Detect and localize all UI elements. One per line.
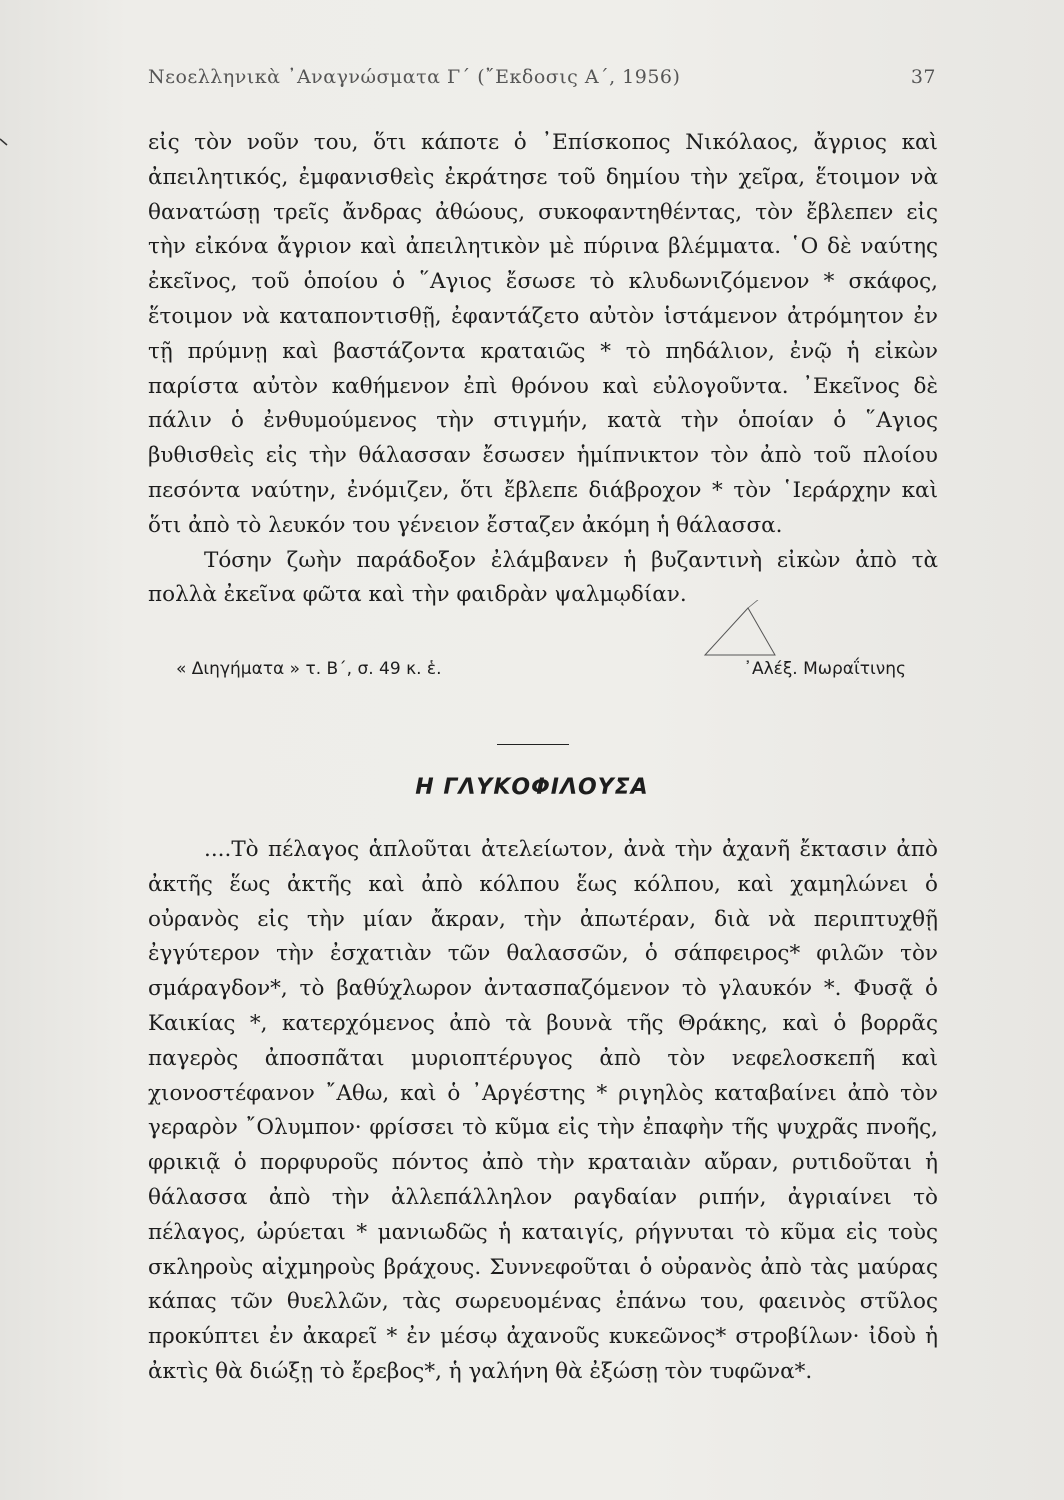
paragraph: ....Τὸ πέλαγος ἁπλοῦται ἀτελείωτον, ἀνὰ τὴν ἀχανῆ ἔκτασιν ἀπὸ ἀκτῆς ἕως ἀκτῆς καὶ ἀπὸ κόλπου ἕως κόλπου, καὶ χαμηλώνει ὁ οὐρανὸς εἰς τὴν μίαν ἄκραν, τὴν ἀπωτέραν, διὰ νὰ περιπτυχθῇ ἐγγύτερον τὴν ἐσχατιὰν τῶν θαλασσῶν, ὁ σάπφειρος* φιλῶν τὸν σμάραγδον*, τὸ βαθύχλωρον ἀντασπαζόμενον τὸ γλαυκόν *. Φυσᾷ ὁ Καικίας *, κατερχόμενος ἀπὸ τὰ βουνὰ τῆς Θράκης, καὶ ὁ βορρᾶς παγερὸς ἀποσπᾶται μυριοπτέρυγος ἀπὸ τὸν νεφελοσκεπῆ καὶ χιονοστέφανον ῎Αθω, καὶ ὁ ᾿Αργέστης * ριγηλὸς καταβαίνει ἀπὸ τὸν γεραρὸν ῎Ολυμπον· φρίσσει τὸ κῦμα εἰς τὴν ἐπαφὴν τῆς ψυχρᾶς πνοῆς, φρικιᾷ ὁ πορφυροῦς πόντος ἀπὸ τὴν κραταιὰν αὔραν, ρυτιδοῦται ἡ θάλασσα ἀπὸ τὴν ἀλλεπάλληλον ραγδαίαν ριπήν, ἀγριαίνει τὸ πέλαγος, ὠρύεται * μανιωδῶς ἡ καταιγίς, ρήγνυται τὸ κῦμα εἰς τοὺς σκληροὺς αἰχμηροὺς βράχους. Συννεφοῦται ὁ οὐρανὸς ἀπὸ τὰς μαύρας κάπας τῶν θυελλῶν, τὰς σωρευομένας ἐπάνω του, φαεινὸς στῦλος προκύπτει ἐν ἀκαρεῖ * ἐν μέσῳ ἀχανοῦς κυκεῶνος* στροβίλων· ἰδοὺ ἡ ἀκτὶς θὰ διώξῃ τὸ ἔρεβος*, ἡ γαλήνη θὰ ἐξώσῃ τὸν τυφῶνα*. [148,837,938,1384]
source-citation: « Διηγήματα » τ. Β΄, σ. 49 κ. ἑ. [176,659,442,679]
page-number: 37 [910,66,936,88]
section-divider [497,744,569,745]
paragraph: εἰς τὸν νοῦν του, ὅτι κάποτε ὁ ᾿Επίσκοπος Νικόλαος, ἄγριος καὶ ἀπειλητικός, ἐμφανισθεὶς ἐκράτησε τοῦ δημίου τὴν χεῖρα, ἕτοιμον νὰ θανατώσῃ τρεῖς ἄνδρας ἀθώους, συκοφαντηθέντας, τὸν ἔβλεπεν εἰς τὴν εἰκόνα ἄγριον καὶ ἀπειλητικὸν μὲ πύρινα βλέμματα. ῾Ο δὲ ναύτης ἐκεῖνος, τοῦ ὁποίου ὁ ῞Αγιος ἔσωσε τὸ κλυδωνιζόμενον * σκάφος, ἕτοιμον νὰ καταποντισθῇ, ἐφαντάζετο αὐτὸν ἱστάμενον ἀτρόμητον ἐν τῇ πρύμνῃ καὶ βαστάζοντα κραταιῶς * τὸ πηδάλιον, ἐνῷ ἡ εἰκὼν παρίστα αὐτὸν καθήμενον ἐπὶ θρόνου καὶ εὐλογοῦντα. ᾿Εκεῖνος δὲ πάλιν ὁ ἐνθυμούμενος τὴν στιγμήν, κατὰ τὴν ὁποίαν ὁ ῞Αγιος βυθισθεὶς εἰς τὴν θάλασσαν ἔσωσεν ἡμίπνικτον τὸν ἀπὸ τοῦ πλοίου πεσόντα ναύτην, ἐνόμιζεν, ὅτι ἔβλεπε διάβροχον * τὸν ῾Ιεράρχην καὶ ὅτι ἀπὸ τὸ λευκόν του γένειον ἔσταζεν ἀκόμη ἡ θάλασσα. [148,130,938,538]
section-title: Η ΓΛΥΚΟΦΙΛΟΥΣΑ [415,775,649,800]
running-title: Νεοελληνικὰ ᾿Αναγνώσματα Γ΄ (῎Εκδοσις Α΄, 1956) [148,66,681,88]
section-body [148,833,938,1390]
paragraph: Τόσην ζωὴν παράδοξον ἐλάμβανεν ἡ βυζαντινὴ εἰκὼν ἀπὸ τὰ πολλὰ ἐκεῖνα φῶτα καὶ τὴν φαιδρὰν ψαλμῳδίαν. [148,547,938,608]
story-continuation [148,126,938,613]
author-name: ᾿Αλέξ. Μωραΐτινης [743,659,906,679]
running-header [148,66,936,88]
attribution-line [176,659,906,679]
margin-tick-mark [0,138,8,146]
